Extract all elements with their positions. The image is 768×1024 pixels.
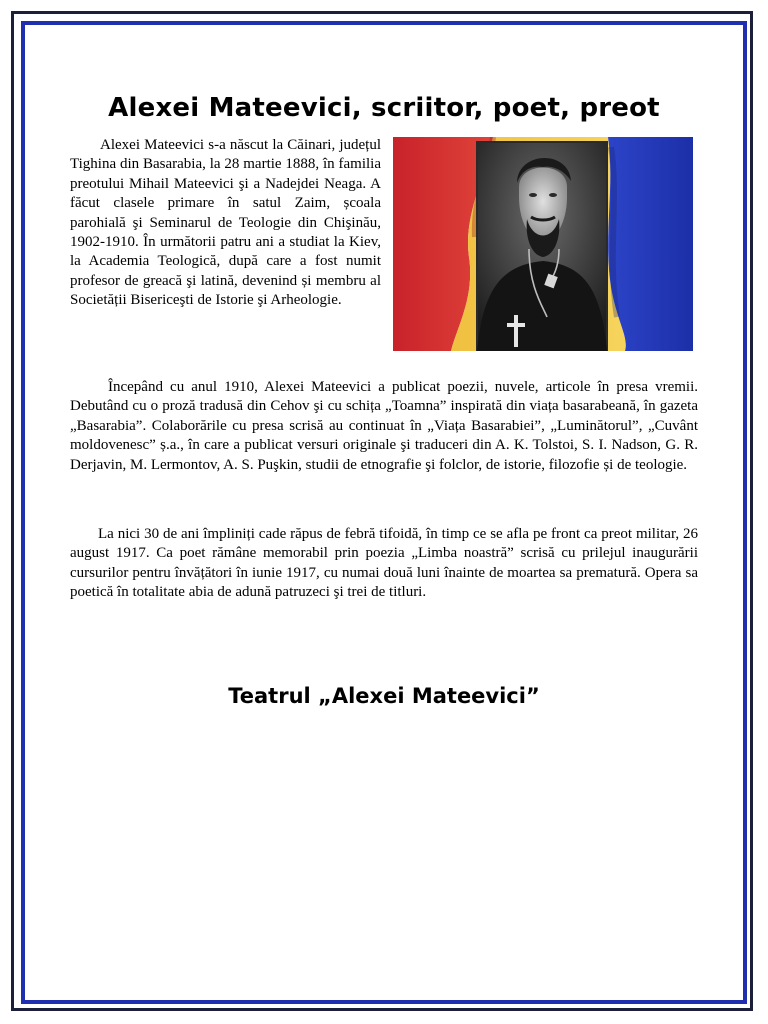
biography-paragraph-2 — [70, 378, 698, 475]
theatre-heading: Teatrul „Alexei Mateevici” — [228, 684, 540, 708]
biography-paragraph-1 — [70, 136, 381, 311]
portrait-photo — [393, 137, 693, 351]
paragraph-1-text: Alexei Mateevici s-a născut la Căinari, județul Tighina din Basarabia, la 28 martie 1888, în familia preotului Mihail Mateevici şi a Nadejdei Neaga. A făcut clasele primare în satul Zaim, școala parohială şi Seminarul de Teologie din Chişinău, 1902-1910. În următorii patru ani a studiat la Kiev, la Academia Teologică, după care a fost numit profesor de greacă şi latină, devenind și membru al Societății Bisericeşti de Istorie şi Arheologie. — [70, 137, 381, 309]
page-title: Alexei Mateevici, scriitor, poet, preot — [108, 93, 660, 123]
paragraph-3-text: La nici 30 de ani împliniți cade răpus de febră tifoidă, în timp ce se afla pe front ca preot militar, 26 august 1917. Ca poet rămâne memorabil prin poezia „Limba noastră” scrisă cu prilejul inaugurării cursurilor pentru învățători în iunie 1917, cu numai două luni înainte de moartea sa prematură. Opera sa poetică în totalitate abia de adună patruzeci şi trei de titluri. — [70, 526, 698, 601]
paragraph-2-text: Începând cu anul 1910, Alexei Mateevici a publicat poezii, nuvele, articole în presa vremii. Debutând cu o proză tradusă din Cehov şi cu schița „Toamna” inspirată din viața basarabeană, în gazeta „Basarabia”. Colaborările cu presa scrisă au continuat în „Viața Basarabiei”, „Luminătorul”, „Cuvânt moldovenesc” ș.a., în care a publicat versuri originale şi traduceri din A. K. Tolstoi, S. I. Nadson, G. R. Derjavin, M. Lermontov, A. S. Puşkin, studii de etnografie şi folclor, de istorie, filozofie și de teologie. — [70, 379, 698, 473]
portrait-image — [393, 137, 693, 351]
biography-paragraph-3 — [70, 525, 698, 603]
